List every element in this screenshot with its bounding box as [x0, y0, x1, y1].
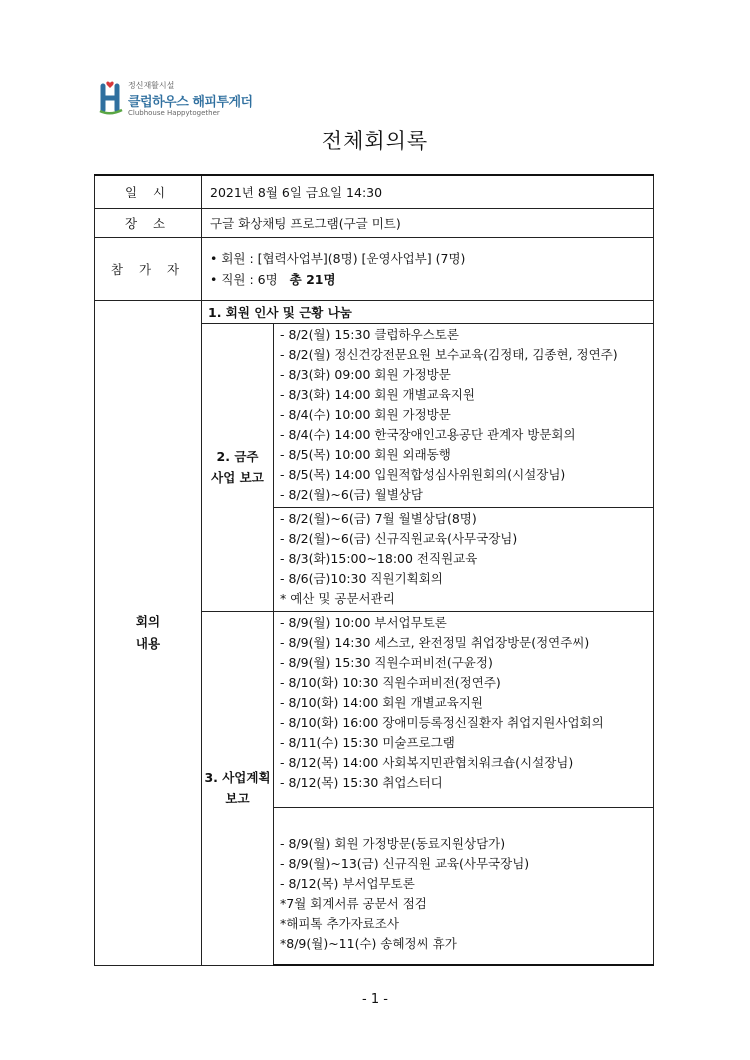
attendees-row [95, 237, 654, 300]
list-item: - 8/3(화) 09:00 회원 가정방문 [280, 366, 451, 382]
list-item: - 8/9(월) 15:30 직원수퍼비전(구윤정) [280, 654, 493, 670]
clubhouse-logo [98, 78, 268, 120]
list-item: - 8/12(목) 부서업무토론 [280, 875, 415, 891]
date-value: 2021년 8월 6일 금요일 14:30 [202, 175, 654, 208]
list-item: - 8/2(월) 정신건강전문요원 보수교육(김정태, 김종현, 정연주) [280, 346, 618, 362]
attendees-members: • 회원 : [협력사업부](8명) [운영사업부] (7명) [210, 250, 466, 266]
page-number: - 1 - [362, 992, 388, 1007]
attendees-value [202, 237, 654, 300]
list-item: - 8/10(화) 10:30 직원수퍼비전(정연주) [280, 674, 501, 690]
content-label [95, 300, 202, 965]
logo-tagline: 정신재활시설 [128, 81, 175, 90]
logo-mark-icon [98, 80, 124, 116]
list-item: *해피톡 추가자료조사 [280, 915, 399, 931]
attendees-label: 참 가 자 [95, 237, 202, 300]
date-label: 일 시 [95, 175, 202, 208]
section1-heading: 1. 회원 인사 및 근황 나눔 [202, 300, 654, 323]
list-item: - 8/2(월)~6(금) 신규직원교육(사무국장님) [280, 530, 518, 546]
logo-name-korean: 클럽하우스 해피투게더 [128, 95, 253, 110]
list-item: - 8/4(수) 14:00 한국장애인고용공단 관계자 방문회의 [280, 426, 576, 442]
date-row [95, 175, 654, 208]
list-item: - 8/3(화) 14:00 회원 개별교육지원 [280, 386, 475, 402]
place-value: 구글 화상채팅 프로그램(구글 미트) [202, 208, 654, 237]
document-title: 전체회의록 [321, 129, 429, 153]
list-spacer [280, 818, 653, 834]
list-item: - 8/2(월)~6(금) 월별상담 [280, 486, 423, 502]
attendees-total: 총 21명 [289, 271, 336, 287]
list-item: - 8/4(수) 10:00 회원 가정방문 [280, 406, 451, 422]
section2-block-a [274, 323, 654, 507]
content-label-line2: 내용 [135, 635, 161, 651]
list-item: - 8/6(금)10:30 직원기획회의 [280, 570, 443, 586]
logo-name-english: Clubhouse Happytogether [128, 109, 220, 117]
list-item: - 8/5(목) 10:00 회원 외래동행 [280, 446, 451, 462]
attendees-staff [210, 269, 653, 290]
section2-label [202, 323, 274, 611]
list-item: - 8/9(월) 14:30 세스코, 완전정밀 취업장방문(정연주씨) [280, 634, 590, 650]
list-item: - 8/9(월) 10:00 부서업무토론 [280, 614, 447, 630]
list-item: - 8/3(화)15:00~18:00 전직원교육 [280, 550, 478, 566]
section3-label-line2: 보고 [225, 791, 250, 806]
list-item: * 예산 및 공문서관리 [280, 590, 395, 606]
attendees-staff-count: • 직원 : 6명 [210, 271, 278, 287]
content-label-line1: 회의 [135, 613, 161, 629]
list-item: - 8/12(목) 14:00 사회복지민관협치워크숍(시설장님) [280, 754, 574, 770]
list-item: - 8/2(월)~6(금) 7월 월별상담(8명) [280, 510, 477, 526]
place-label: 장 소 [95, 208, 202, 237]
section3-block-b [274, 807, 654, 965]
section3-label [202, 611, 274, 965]
section2-label-line2: 사업 보고 [211, 470, 264, 485]
section2-label-line1: 2. 금주 [216, 449, 259, 464]
list-item: *8/9(월)~11(수) 송혜정씨 휴가 [280, 935, 457, 951]
section1-row [95, 300, 654, 323]
section3-block-a [274, 611, 654, 807]
list-item: - 8/12(목) 15:30 취업스터디 [280, 774, 443, 790]
minutes-table [94, 174, 654, 966]
list-item: - 8/5(목) 14:00 입원적합성심사위원회의(시설장님) [280, 466, 566, 482]
list-item: *7월 회계서류 공문서 점검 [280, 895, 427, 911]
section3-label-line1: 3. 사업계획 [204, 770, 271, 785]
list-item: - 8/9(월)~13(금) 신규직원 교육(사무국장님) [280, 855, 530, 871]
list-item: - 8/2(월) 15:30 클럽하우스토론 [280, 326, 459, 342]
list-item: - 8/10(화) 16:00 장애미등록정신질환자 취업지원사업회의 [280, 714, 604, 730]
section2-block-b [274, 507, 654, 611]
list-item: - 8/11(수) 15:30 미술프로그램 [280, 734, 455, 750]
list-item: - 8/9(월) 회원 가정방문(동료지원상담가) [280, 835, 506, 851]
list-item: - 8/10(화) 14:00 회원 개별교육지원 [280, 694, 483, 710]
place-row [95, 208, 654, 237]
